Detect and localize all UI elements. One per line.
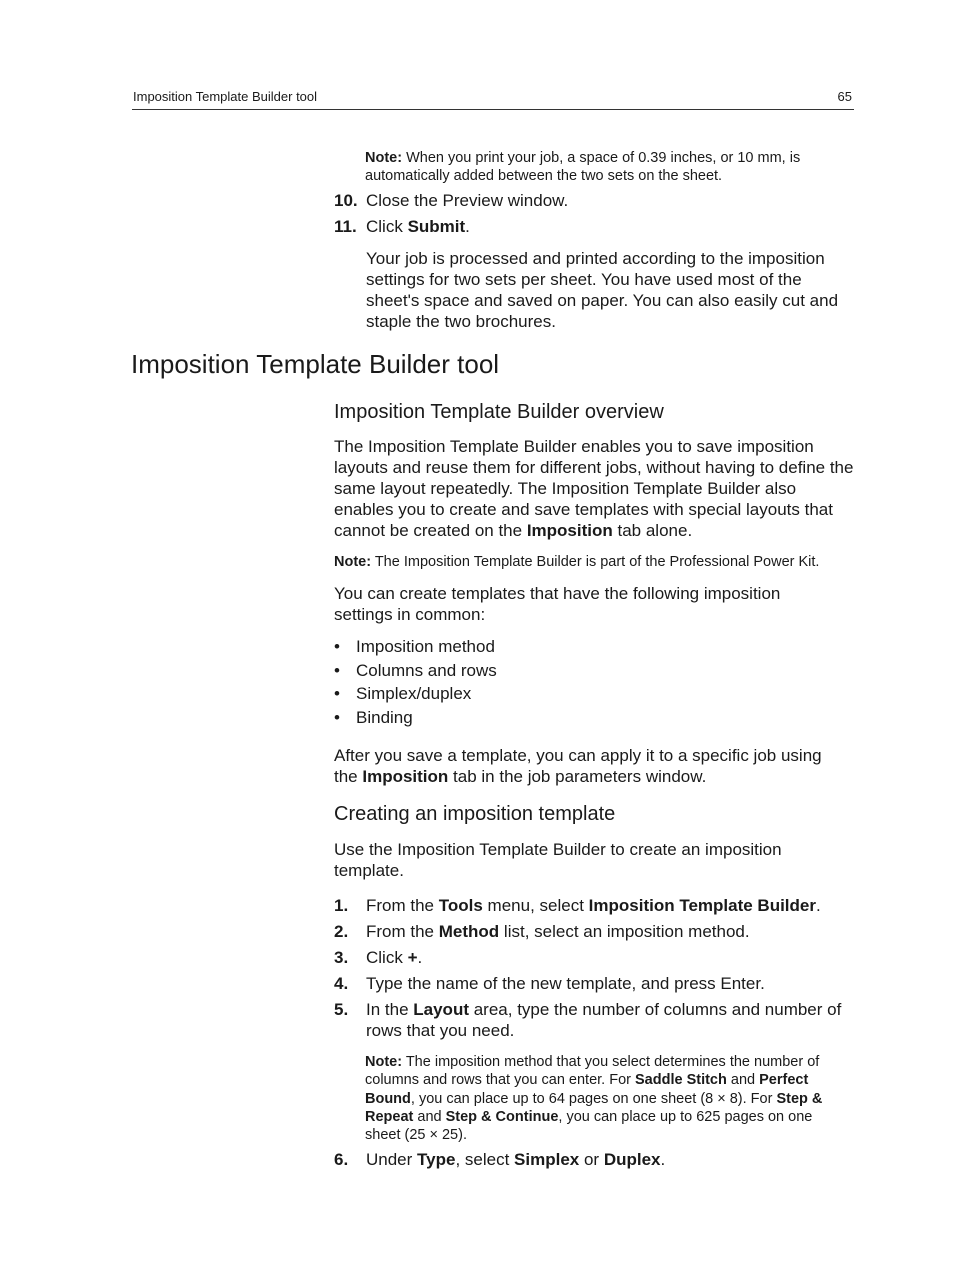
para-text: tab alone.	[612, 521, 693, 540]
step-text-part: .	[660, 1150, 666, 1169]
itb-term: Imposition Template Builder	[588, 896, 816, 915]
note-text: , you can place up to 64 pages on one sheet (8 × 8). For	[410, 1090, 777, 1107]
step-text-part: list, select an imposition method.	[499, 922, 750, 941]
result-text: Your job is processed and printed according to the imposition settings for two sets per sheet. You have used most of the sheet's space and saved on paper. You can also easily cut and staple the two brochures.	[366, 249, 839, 331]
page-number: 65	[837, 89, 852, 104]
note-text: The Imposition Template Builder is part of the Professional Power Kit.	[371, 554, 820, 570]
note-label: Note:	[365, 150, 403, 166]
note-spacing	[365, 149, 835, 186]
step-text-part: In the	[366, 1000, 414, 1019]
overview-paragraph-2	[334, 583, 814, 625]
submit-term: Submit	[407, 217, 466, 236]
note-text: When you print your job, a space of 0.39 inches, or 10 mm, is automatically added between the two sets on the sheet.	[365, 150, 801, 185]
bullet-glyph: •	[334, 708, 340, 727]
step-number: 4.	[334, 974, 349, 993]
header-title: Imposition Template Builder tool	[133, 89, 318, 104]
step-text-part: .	[815, 896, 821, 915]
step-number: 6.	[334, 1150, 349, 1169]
step-text-part: Under	[366, 1150, 418, 1169]
overview-paragraph-3	[334, 745, 849, 787]
step-text-part: menu, select	[482, 896, 589, 915]
layout-term: Layout	[413, 1000, 469, 1019]
step-number: 11.	[334, 217, 357, 236]
note-text: and	[413, 1108, 446, 1125]
layout-note	[365, 1053, 849, 1144]
tools-term: Tools	[438, 896, 483, 915]
step-text	[366, 1149, 854, 1170]
list-item-text: Columns and rows	[356, 661, 497, 680]
step-number: 1.	[334, 896, 349, 915]
note-text: , you can place up to 625 pages on one sheet (25 × 25).	[365, 1108, 813, 1144]
note-text: and	[726, 1072, 760, 1089]
note-label: Note:	[334, 554, 372, 570]
creating-heading: Creating an imposition template	[334, 803, 616, 825]
step-text-part: area, type the number of columns and number of rows that you need.	[366, 1000, 842, 1040]
page-header	[132, 88, 854, 110]
step-text-part: .	[465, 217, 470, 236]
type-term: Type	[417, 1150, 456, 1169]
note-term: Perfect Bound	[365, 1072, 809, 1107]
para-text: After you save a template, you can apply it to a specific job using the	[334, 746, 822, 786]
step-text	[366, 895, 854, 916]
para-text: tab in the job parameters window.	[448, 767, 707, 786]
step-text-part: , select	[455, 1150, 515, 1169]
duplex-term: Duplex	[603, 1150, 661, 1169]
list-item-text: Binding	[356, 708, 413, 727]
para-text: Use the Imposition Template Builder to create an imposition template.	[334, 840, 782, 880]
method-term: Method	[438, 922, 500, 941]
list-item-text: Imposition method	[356, 637, 495, 656]
step-text-part: .	[417, 948, 423, 967]
para-text: The Imposition Template Builder enables you to save imposition layouts and reuse them for different jobs, without having to define the same layout repeatedly. The Imposition Template Builder also enables you to create and save templates with special layouts that cannot be created on the	[334, 437, 854, 540]
step-text-part: From the	[366, 922, 439, 941]
step-text: Type the name of the new template, and press Enter.	[366, 974, 765, 993]
overview-heading: Imposition Template Builder overview	[334, 401, 664, 423]
bullet-glyph: •	[334, 661, 340, 680]
simplex-term: Simplex	[514, 1150, 580, 1169]
step-number: 5.	[334, 1000, 349, 1019]
imposition-term: Imposition	[526, 521, 613, 540]
note-term: Step & Repeat	[365, 1090, 823, 1125]
bullet-glyph: •	[334, 684, 340, 703]
step-text-part: Click	[366, 217, 408, 236]
step-text-part: or	[579, 1150, 604, 1169]
bullet-glyph: •	[334, 637, 340, 656]
step-text	[366, 999, 846, 1041]
step-number: 3.	[334, 948, 349, 967]
note-label: Note:	[365, 1054, 403, 1070]
note-text: The imposition method that you select determines the number of columns and rows that you can enter. For	[365, 1054, 820, 1089]
step-text	[366, 947, 854, 968]
step-number: 10.	[334, 191, 358, 210]
result-paragraph	[366, 248, 854, 332]
overview-paragraph-1	[334, 436, 856, 541]
step-text	[366, 921, 854, 942]
step-text-part: Click	[366, 948, 408, 967]
imposition-term: Imposition	[362, 767, 449, 786]
note-term: Step & Continue	[445, 1108, 559, 1125]
para-text: You can create templates that have the following imposition settings in common:	[334, 584, 781, 624]
step-text-part: From the	[366, 896, 439, 915]
list-item-text: Simplex/duplex	[356, 684, 472, 703]
plus-term: +	[407, 948, 418, 967]
section-title: Imposition Template Builder tool	[131, 349, 500, 379]
step-text: Close the Preview window.	[366, 191, 569, 210]
step-text	[366, 216, 854, 237]
creating-intro	[334, 839, 814, 881]
note-term: Saddle Stitch	[635, 1072, 727, 1089]
overview-note	[334, 553, 856, 571]
step-number: 2.	[334, 922, 349, 941]
